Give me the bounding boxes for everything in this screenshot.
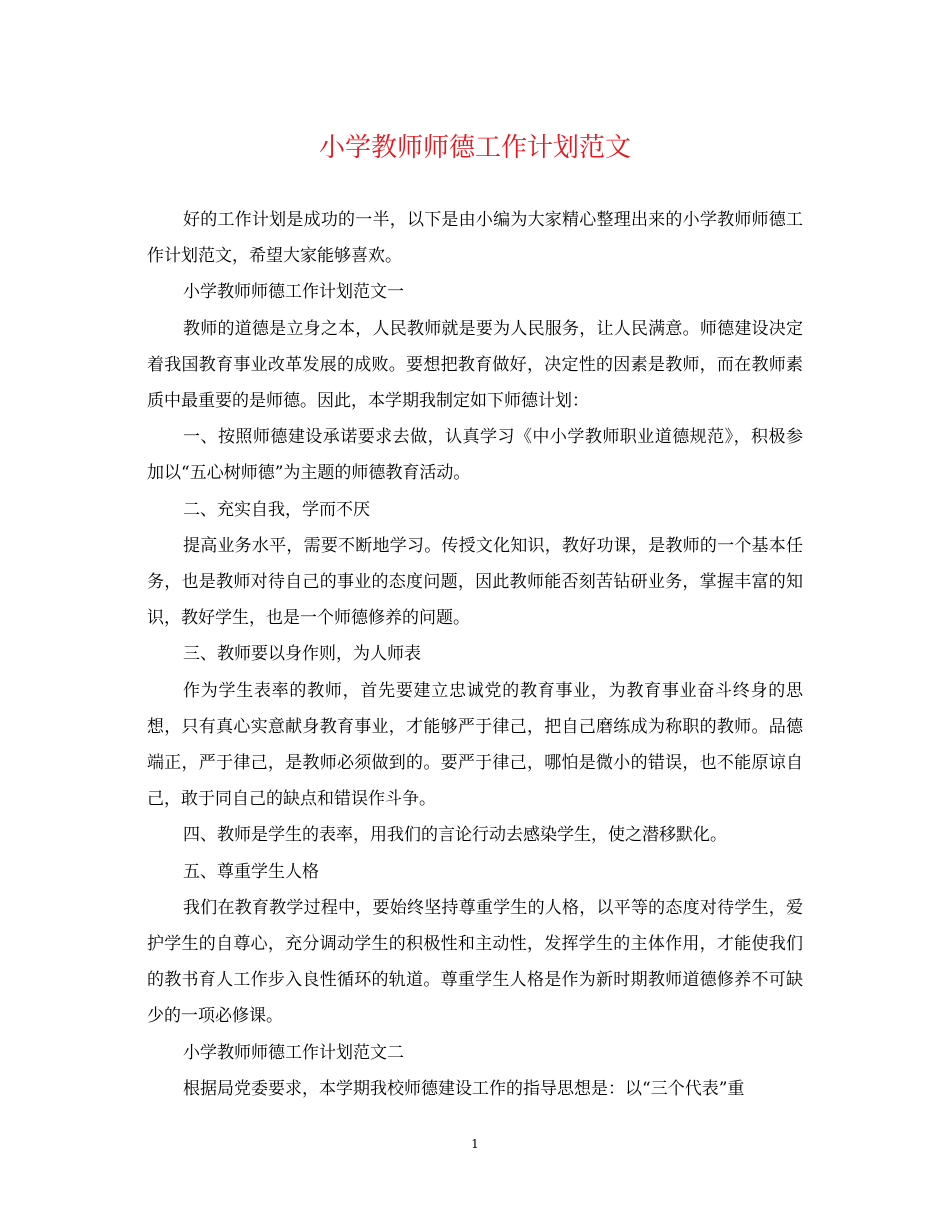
page-number: 1 <box>471 1137 479 1151</box>
paragraph: 根据局党委要求，本学期我校师德建设工作的指导思想是：以“三个代表”重 <box>183 1078 745 1099</box>
section-heading-sample-two: 小学教师师德工作计划范文二 <box>183 1042 404 1063</box>
paragraph: 提高业务水平，需要不断地学习。传授文化知识，教好功课，是教师的一个基本任务，也是教师对待自己的事业的态度问题，因此教师能否刻苦钻研业务，掌握丰富的知识，教好学生，也是一个师德修养的问题。 <box>147 535 803 629</box>
paragraph: 四、教师是学生的表率，用我们的言论行动去感染学生，使之潜移默化。 <box>183 825 727 846</box>
document-body <box>147 202 803 1107</box>
document-title: 小学教师师德工作计划范文 <box>318 133 631 163</box>
paragraph: 教师的道德是立身之本，人民教师就是要为人民服务，让人民满意。师德建设决定着我国教育事业改革发展的成败。要想把教育做好，决定性的因素是教师，而在教师素质中最重要的是师德。因此，本学期我制定如下师德计划： <box>147 318 803 412</box>
section-heading: 二、充实自我，学而不厌 <box>183 499 370 520</box>
paragraph: 作为学生表率的教师，首先要建立忠诚党的教育事业，为教育事业奋斗终身的思想，只有真心实意献身教育事业，才能够严于律己，把自己磨练成为称职的教师。品德端正，严于律己，是教师必须做到的。要严于律己，哪怕是微小的错误，也不能原谅自己，敢于同自己的缺点和错误作斗争。 <box>147 680 803 810</box>
paragraph: 一、按照师德建设承诺要求去做，认真学习《中小学教师职业道德规范》，积极参加以“五心树师德”为主题的师德教育活动。 <box>147 427 803 484</box>
section-heading-sample-one: 小学教师师德工作计划范文一 <box>183 282 404 303</box>
paragraph: 我们在教育教学过程中，要始终坚持尊重学生的人格，以平等的态度对待学生，爱护学生的自尊心，充分调动学生的积极性和主动性，发挥学生的主体作用，才能使我们的教书育人工作步入良性循环的轨道。尊重学生人格是作为新时期教师道德修养不可缺少的一项必修课。 <box>147 897 803 1027</box>
section-heading: 五、尊重学生人格 <box>183 861 319 882</box>
section-heading: 三、教师要以身作则，为人师表 <box>183 644 421 665</box>
paragraph-intro: 好的工作计划是成功的一半，以下是由小编为大家精心整理出来的小学教师师德工作计划范文，希望大家能够喜欢。 <box>147 210 803 267</box>
